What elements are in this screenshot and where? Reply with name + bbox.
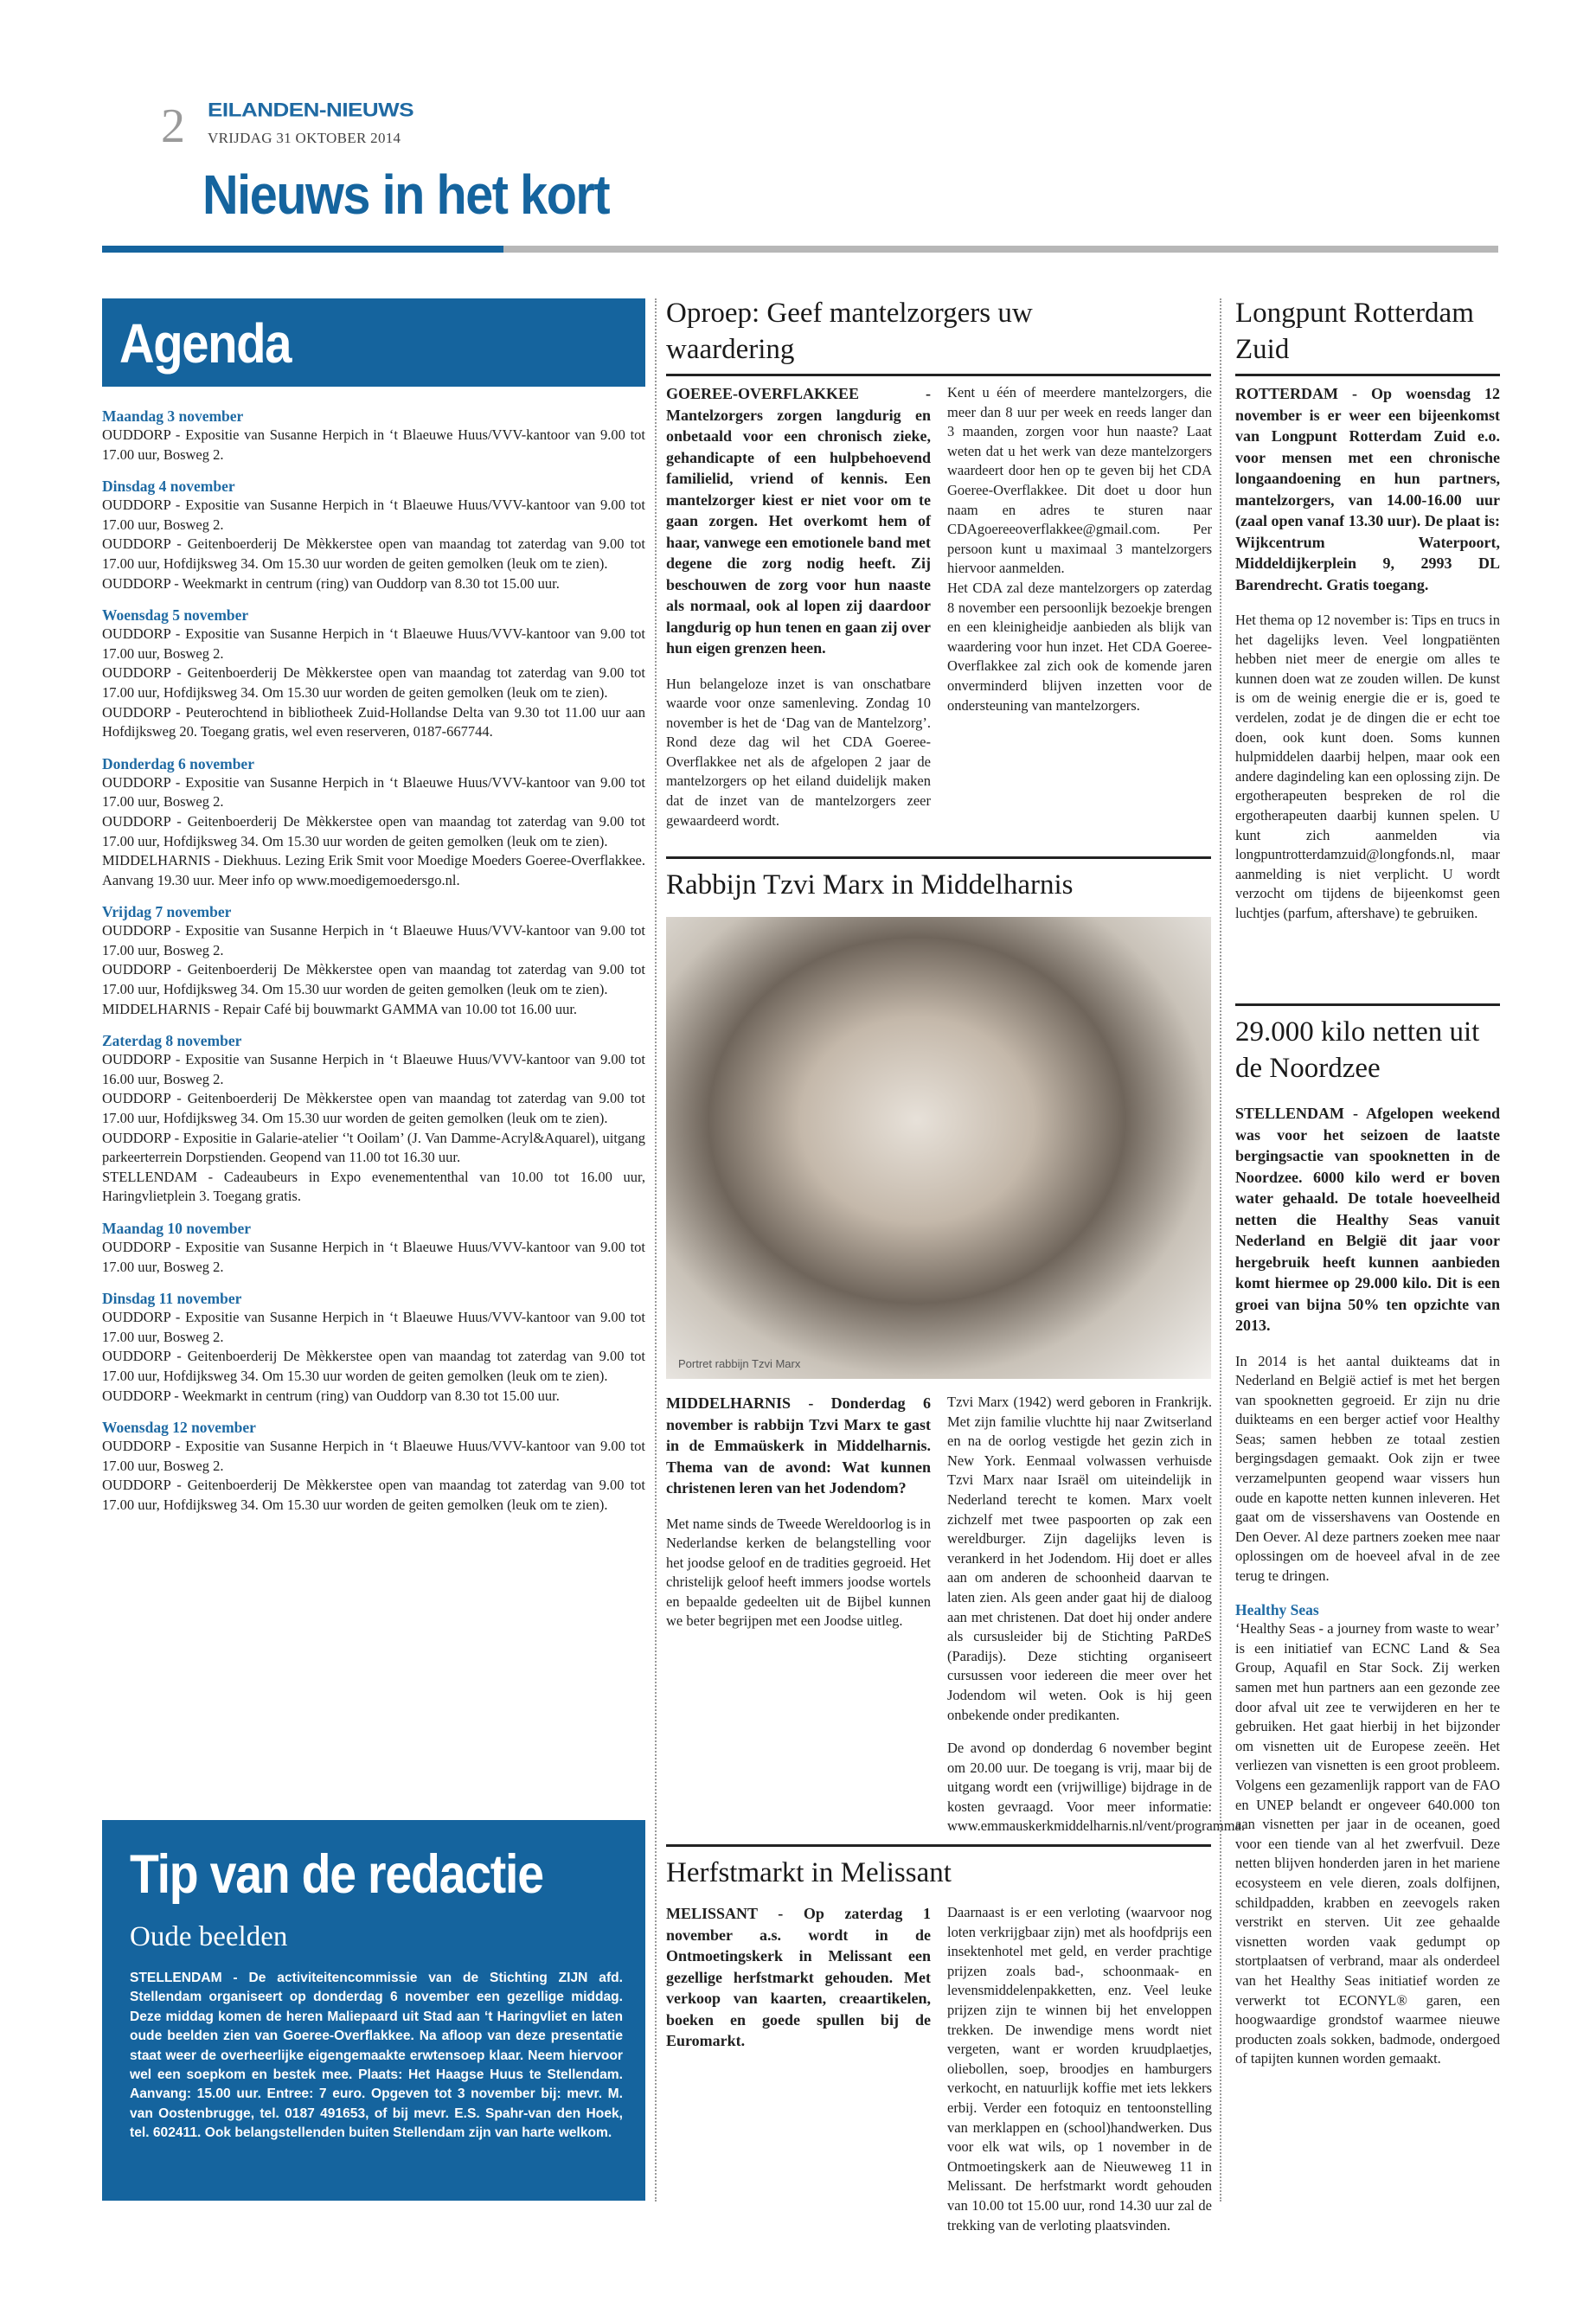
- netten-rule-top: [1235, 1003, 1500, 1006]
- rabbijn-col-left: [666, 1393, 931, 1631]
- herfstmarkt-col-body: [947, 1903, 1212, 2235]
- agenda-day-title: Vrijdag 7 november: [102, 903, 232, 921]
- agenda-entry: OUDDORP - Geitenboerderij De Mèkkerstee open van maandag tot zaterdag van 9.00 tot 17.00 uur, Hofdijksweg 34. Om 15.30 uur worden de geiten gemolken (leuk om te zien).: [102, 1348, 645, 1384]
- agenda-day: [102, 754, 645, 891]
- rabbijn-photo-caption: Portret rabbijn Tzvi Marx: [678, 1357, 801, 1370]
- column-separator: [1220, 298, 1221, 2202]
- agenda-entry: OUDDORP - Expositie van Susanne Herpich in ‘t Blaeuwe Huus/VVV-kantoor van 9.00 tot 17.00 uur, Bosweg 2.: [102, 625, 645, 662]
- agenda-day-title: Woensdag 12 november: [102, 1419, 256, 1437]
- agenda-entry: OUDDORP - Expositie in Galarie-atelier ‘'t Ooilam’ (J. Van Damme-Acryl&Aquarel), uitgang parkeerterrein Dorpstienden. Geopend van 11.00 tot 16.30 uur.: [102, 1129, 645, 1166]
- agenda-day: [102, 477, 645, 593]
- rabbijn-photo: [666, 917, 1211, 1379]
- agenda-day: [102, 1219, 645, 1277]
- netten-paragraph: ‘Healthy Seas - a journey from waste to wear’ is een initiatief van ECNC Land & Sea Group, Aquafil en Star Sock. Zij werken samen met hun partners aan een gezonde zee door afval uit zee te verwijderen en her te gebruiken. Het gaat hierbij in het bijzonder om visnetten uit de Europese zeeën. Het verliezen van visnetten is een groot probleem. Volgens een gezamenlijk rapport van de FAO en UNEP belandt er ongeveer 640.000 ton aan visnetten per jaar in de oceanen, goed voor een tiende van al het zwerfvuil. Deze netten blijven honderden jaren in het mariene ecosysteem en vele dieren, zoals dolfijnen, schildpadden, krabben en zeevogels raken verstrikt en sterven. Uit zee gehaalde visnetten worden vaak gedumpt op stortplaatsen of verbrand, maar als onderdeel van het Healthy Seas initiatief worden ze verwerkt tot ECONYL® garen, een hoogwaardige grondstof waarmee nieuwe producten zoals sokken, badmode, ondergoed of tapijten kunnen worden gemaakt.: [1235, 1620, 1500, 2067]
- agenda-entry: OUDDORP - Expositie van Susanne Herpich in ‘t Blaeuwe Huus/VVV-kantoor van 9.00 tot 16.00 uur, Bosweg 2.: [102, 1051, 645, 1087]
- agenda-title: Agenda: [119, 312, 292, 375]
- page-number: 2: [161, 99, 185, 153]
- netten-body: [1235, 1103, 1500, 2069]
- agenda-day-title: Donderdag 6 november: [102, 754, 254, 772]
- agenda-entry: OUDDORP - Expositie van Susanne Herpich in ‘t Blaeuwe Huus/VVV-kantoor van 9.00 tot 17.00 uur, Bosweg 2.: [102, 773, 645, 811]
- agenda-day-title: Maandag 3 november: [102, 407, 244, 425]
- rabbijn-paragraph: Met name sinds de Tweede Wereldoorlog is in Nederlandse kerken de belangstelling voor het joodse geloof en de tradities gegroeid. Het christelijk geloof heeft immers joodse wortels en bepaalde gedeelten uit de Bijbel kunnen we beter begrijpen met een Joodse uitleg.: [666, 1515, 931, 1630]
- longpunt-body: [1235, 383, 1500, 924]
- mantelzorg-paragraph: Hun belangeloze inzet is van onschatbare waarde voor onze samenleving. Zondag 10 november is het de ‘Dag van de Mantelzorg’. Rond deze dag wil het CDA Goeree-Overflakkee net als de afgelopen 2 jaar de mantelzorgers op het eiland duidelijk maken dat de inzet van de mantelzorgers zeer gewaardeerd wordt.: [666, 675, 931, 829]
- column-separator: [655, 298, 657, 2202]
- agenda-entry: OUDDORP - Expositie van Susanne Herpich in ‘t Blaeuwe Huus/VVV-kantoor van 9.00 tot 17.00 uur, Bosweg 2.: [102, 1309, 645, 1345]
- agenda-entry: OUDDORP - Geitenboerderij De Mèkkerstee open van maandag tot zaterdag van 9.00 tot 17.00 uur, Hofdijksweg 34. Om 15.30 uur worden de geiten gemolken (leuk om te zien).: [102, 664, 645, 701]
- mantelzorg-col-right: [947, 383, 1212, 715]
- agenda-entry: OUDDORP - Geitenboerderij De Mèkkerstee open van maandag tot zaterdag van 9.00 tot 17.00 uur, Hofdijksweg 34. Om 15.30 uur worden de geiten gemolken (leuk om te zien).: [102, 812, 645, 849]
- tip-subtitle: Oude beelden: [130, 1921, 288, 1952]
- section-title: Nieuws in het kort: [202, 163, 610, 226]
- longpunt-rule: [1235, 374, 1500, 376]
- rabbijn-title: Rabbijn Tzvi Marx in Middelharnis: [666, 869, 1074, 901]
- mantelzorg-rule: [666, 374, 1211, 376]
- agenda-day-title: Dinsdag 11 november: [102, 1290, 242, 1308]
- herfstmarkt-rule-top: [666, 1844, 1211, 1847]
- agenda-entry: OUDDORP - Weekmarkt in centrum (ring) van Ouddorp van 8.30 tot 15.00 uur.: [102, 1387, 560, 1404]
- herfstmarkt-title: Herfstmarkt in Melissant: [666, 1857, 952, 1888]
- rabbijn-paragraph: Tzvi Marx (1942) werd geboren in Frankrijk. Met zijn familie vluchtte hij naar Zwitserland en na de oorlog vestigde het gezin zich in New York. Eenmaal volwassen verhuisde Tzvi Marx naar Israël om uiteindelijk in Nederland terecht te komen. Marx voelt zichzelf met twee paspoorten op zak een wereldburger. Zijn dagelijks leven is verankerd in het Jodendom. Hij doet er alles aan om anderen de schoonheid daarvan te laten zien. Als geen ander gaat hij de dialoog aan met christenen. Dat doet hij onder andere als cursusleider bij de Stichting PaRDeS (Paradijs). Deze stichting organiseert cursussen voor iedereen die meer over het Jodendom wil weten. Ook is hij geen onbekende onder predikanten.: [947, 1394, 1212, 1723]
- longpunt-lead: ROTTERDAM - Op woensdag 12 november is er weer een bijeenkomst van Longpunt Rotterdam Zuid e.o. voor mensen met een chronische longaandoening en hun partners, mantelzorgers, van 14.00-16.00 uur (zaal open vanaf 13.30 uur). De plaat is: Wijkcentrum Waterpoort, Middeldijkerplein 9, 2993 DL Barendrecht. Gratis toegang.: [1235, 385, 1500, 593]
- netten-paragraph: In 2014 is het aantal duikteams dat in Nederland en België actief is met het bergen van spooknetten gegroeid. Er zijn nu drie duikteams en een berger actief voor Healthy Seas; samen hebben ze totaal zestien bergingsdagen gemaakt. Ook zijn er twee verzamelpunten geopend waar vissers hun oude en kapotte netten kunnen inleveren. Het gaat om de vissershavens van Oostende en Den Oever. Al deze partners zoeken mee naar oplossingen om de hoeveel afval in de zee terug te dringen.: [1235, 1352, 1500, 1585]
- agenda-day: [102, 902, 645, 1019]
- issue-date: VRIJDAG 31 OKTOBER 2014: [208, 130, 401, 146]
- mantelzorg-title: Oproep: Geef mantelzorgers uw waardering: [666, 298, 1033, 365]
- agenda-entry: MIDDELHARNIS - Repair Café bij bouwmarkt GAMMA van 10.00 tot 16.00 uur.: [102, 1000, 578, 1017]
- agenda-day: [102, 1289, 645, 1406]
- header-rule-grey: [503, 246, 1498, 253]
- mantelzorg-col-left: [666, 383, 931, 830]
- herfstmarkt-col-left: [666, 1903, 931, 2052]
- tip-box: [102, 1820, 645, 2201]
- netten-title: 29.000 kilo netten uit de Noordzee: [1235, 1016, 1480, 1084]
- longpunt-title: Longpunt Rotterdam Zuid: [1235, 298, 1474, 365]
- netten-lead: STELLENDAM - Afgelopen weekend was voor het seizoen de laatste bergingsactie van spooknetten in de Noordzee. 6000 kilo werd er boven water gehaald. De totale hoeveelheid netten die Healthy Seas vanuit Nederland en België dit jaar voor hergebruik heeft kunnen aanbieden komt hiermee op 29.000 kilo. Dit is een groei van bijna 50% ten opzichte van 2013.: [1235, 1105, 1500, 1334]
- header-rule-blue: [102, 246, 503, 253]
- mantelzorg-paragraph: Het CDA zal deze mantelzorgers op zaterdag 8 november een persoonlijk bezoekje brengen en een kleinigheidje aanbieden als blijk van waardering voor hun inzet. Het CDA Goeree-Overflakkee zal zich ook de komende jaren onverminderd blijven inzetten voor de ondersteuning van mantelzorgers.: [947, 579, 1212, 714]
- agenda-day-title: Zaterdag 8 november: [102, 1032, 242, 1050]
- tip-body: STELLENDAM - De activiteitencommissie van de Stichting ZIJN afd. Stellendam organiseert op donderdag 6 november een gezellige middag. Deze middag komen de heren Maliepaard uit Stad aan ‘t Haringvliet en laten oude beelden zien van Goeree-Overflakkee. Na afloop van deze presentatie staat weer de overheerlijke eigengemaakte erwtensoep klaar. Neem hiervoor wel een soepkom en bestek mee. Plaats: Het Haagse Huus te Stellendam. Aanvang: 15.00 uur. Entree: 7 euro. Opgeven tot 3 november bij: mevr. M. van Oostenbrugge, tel. 0187 491653, of bij mevr. E.S. Spahr-van den Hoek, tel. 602411. Ook belangstellenden buiten Stellendam zijn van harte welkom.: [130, 1971, 623, 2141]
- agenda-entry: OUDDORP - Expositie van Susanne Herpich in ‘t Blaeuwe Huus/VVV-kantoor van 9.00 tot 17.00 uur, Bosweg 2.: [102, 922, 645, 958]
- agenda-day: [102, 1418, 645, 1515]
- rabbijn-rule-top: [666, 856, 1211, 859]
- agenda-entry: OUDDORP - Expositie van Susanne Herpich in ‘t Blaeuwe Huus/VVV-kantoor van 9.00 tot 17.00 uur, Bosweg 2.: [102, 1438, 645, 1474]
- netten-subhead: Healthy Seas: [1235, 1600, 1319, 1618]
- tip-title: Tip van de redactie: [130, 1844, 543, 1905]
- mantelzorg-paragraph: Kent u één of meerdere mantelzorgers, die meer dan 8 uur per week en reeds langer dan 3 maanden, zorgen voor hun naaste? Laat weten dat u het werk van deze mantelzorgers waardeert door hen op te geven bij het CDA Goeree-Overflakkee. Dit doet u door hun naam en adres te sturen naar CDAgoereeoverflakkee@gmail.com. Per persoon kunt u maximaal 3 mantelzorgers hiervoor aanmelden.: [947, 384, 1212, 577]
- agenda-entry: MIDDELHARNIS - Diekhuus. Lezing Erik Smit voor Moedige Moeders Goeree-Overflakkee. Aanvang 19.30 uur. Meer info op www.moedigemoedersgo.nl.: [102, 852, 645, 888]
- agenda-entry: OUDDORP - Expositie van Susanne Herpich in ‘t Blaeuwe Huus/VVV-kantoor van 9.00 tot 17.00 uur, Bosweg 2.: [102, 497, 645, 533]
- publication-logo: EILANDEN-NIEUWS: [208, 99, 414, 121]
- agenda-list: [102, 407, 645, 1516]
- longpunt-paragraph: Het thema op 12 november is: Tips en trucs in het dagelijks leven. Veel longpatiënten hebben niet meer de energie om alles te kunnen doen wat ze zouden willen. De kunst is om de weinig energie die er is, goed te verdelen, zodat je de dingen die er echt toe doen, ook kunt doen. Soms kunnen hulpmiddelen daarbij helpen, maar ook een andere dagindeling kan een oplossing zijn. De ergotherapeuten bespreken de rol die ergotherapeuten daarbij kunnen spelen. U kunt zich aanmelden via longpuntrotterdamzuid@longfonds.nl, maar aanmelding is niet verplicht. U wordt verzocht om tijdens de bijeenkomst geen luchtjes (parfum, aftershave) te gebruiken.: [1235, 612, 1500, 921]
- agenda-day-title: Dinsdag 4 november: [102, 478, 235, 496]
- agenda-entry: OUDDORP - Weekmarkt in centrum (ring) van Ouddorp van 8.30 tot 15.00 uur.: [102, 574, 560, 592]
- agenda-entry: OUDDORP - Geitenboerderij De Mèkkerstee open van maandag tot zaterdag van 9.00 tot 17.00 uur, Hofdijksweg 34. Om 15.30 uur worden de geiten gemolken (leuk om te zien).: [102, 1477, 645, 1513]
- agenda-day: [102, 606, 645, 742]
- agenda-entry: OUDDORP - Geitenboerderij De Mèkkerstee open van maandag tot zaterdag van 9.00 tot 17.00 uur, Hofdijksweg 34. Om 15.30 uur worden de geiten gemolken (leuk om te zien).: [102, 535, 645, 572]
- agenda-day: [102, 407, 645, 465]
- agenda-entry: OUDDORP - Expositie van Susanne Herpich in ‘t Blaeuwe Huus/VVV-kantoor van 9.00 tot 17.00 uur, Bosweg 2.: [102, 1239, 645, 1275]
- rabbijn-lead: MIDDELHARNIS - Donderdag 6 november is rabbijn Tzvi Marx te gast in de Emmaüskerk in Middelharnis. Thema van de avond: Wat kunnen christenen leren van het Jodendom?: [666, 1394, 931, 1497]
- agenda-day: [102, 1031, 645, 1207]
- agenda-entry: OUDDORP - Peuterochtend in bibliotheek Zuid-Hollandse Delta van 9.30 tot 11.00 uur aan Hofdijksweg 20. Toegang gratis, wel even reserveren, 0187-667744.: [102, 703, 645, 740]
- agenda-day-title: Woensdag 5 november: [102, 606, 249, 625]
- mantelzorg-lead: GOEREE-OVERFLAKKEE - Mantelzorgers zorgen langdurig en onbetaald voor een chronisch zieke, gehandicapte of een hulpbehoevend familielid, vriend of kennis. Een mantelzorger kiest er niet voor om te gaan zorgen. Het overkomt hem of haar, vanwege een emotionele band met degene die zorg nodig heeft. Zij beschouwen de zorg voor hun naaste als normaal, ook al lopen zij daardoor langdurig op hun tenen en gaan zij over hun eigen grenzen heen.: [666, 385, 931, 657]
- agenda-entry: OUDDORP - Geitenboerderij De Mèkkerstee open van maandag tot zaterdag van 9.00 tot 17.00 uur, Hofdijksweg 34. Om 15.30 uur worden de geiten gemolken (leuk om te zien).: [102, 961, 645, 998]
- herfstmarkt-lead: MELISSANT - Op zaterdag 1 november a.s. wordt in de Ontmoetingskerk in Melissant een gezellige herfstmarkt gehouden. Met verkoop van kaarten, creaartikelen, boeken en goede spullen bij de Euromarkt.: [666, 1905, 931, 2049]
- agenda-entry: OUDDORP - Geitenboerderij De Mèkkerstee open van maandag tot zaterdag van 9.00 tot 17.00 uur, Hofdijksweg 34. Om 15.30 uur worden de geiten gemolken (leuk om te zien).: [102, 1090, 645, 1127]
- herfstmarkt-paragraph: Daarnaast is er een verloting (waarvoor nog loten verkrijgbaar zijn) met als hoofdprijs een insektenhotel met geld, en verder prachtige prijzen zoals bad-, schoonmaak- en levensmiddelenpakketten, enz. Veel leuke prijzen zijn te winnen bij het enveloppen trekken. De inwendige mens wordt niet vergeten, want er worden kruudplaetjes, oliebollen, soep, broodjes en hamburgers verkocht, en natuurlijk koffie met iets lekkers erbij. Verder een fotoquiz en tentoonstelling van merklappen en (school)handwerken. Dus voor elk wat wils, op 1 november in de Ontmoetingskerk aan de Nieuweweg 11 in Melissant. De herfstmarkt wordt gehouden van 10.00 tot 15.00 uur, rond 14.30 uur zal de trekking van de verloting plaatsvinden.: [947, 1904, 1212, 2234]
- agenda-entry: OUDDORP - Expositie van Susanne Herpich in ‘t Blaeuwe Huus/VVV-kantoor van 9.00 tot 17.00 uur, Bosweg 2.: [102, 426, 645, 463]
- agenda-day-title: Maandag 10 november: [102, 1220, 252, 1237]
- rabbijn-col-right: [947, 1393, 1245, 1836]
- agenda-entry: STELLENDAM - Cadeaubeurs in Expo evenemententhal van 10.00 tot 16.00 uur, Haringvlietplein 3. Toegang gratis.: [102, 1168, 645, 1205]
- agenda-header: [102, 298, 645, 387]
- rabbijn-paragraph: De avond op donderdag 6 november begint om 20.00 uur. De toegang is vrij, maar bij de uitgang wordt een (vrijwillige) bijdrage in de kosten gevraagd. Voor meer informatie: www.emmauskerkmiddelharnis.nl/vent/programma.: [947, 1740, 1245, 1835]
